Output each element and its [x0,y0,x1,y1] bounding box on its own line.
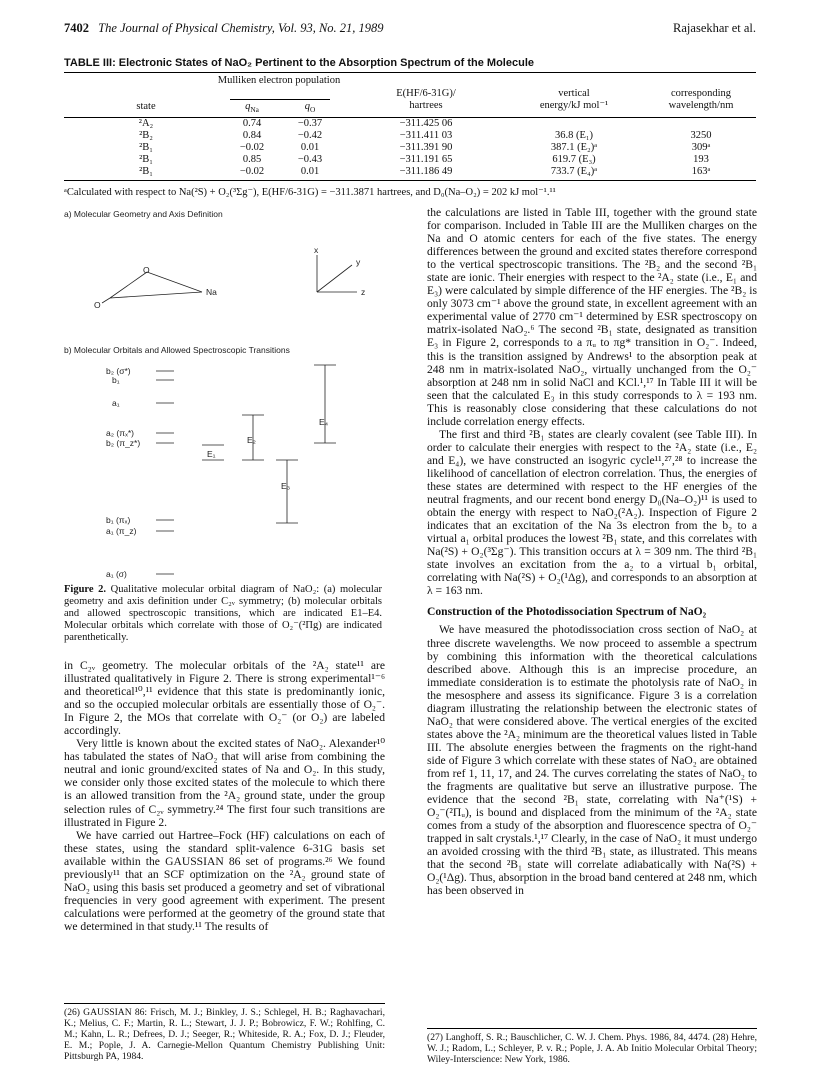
table-cell: −0.42 [297,130,323,141]
paragraph: the calculations are listed in Table III, together with the ground state for comparison. Included in Table III are the Mulliken charges on the Na and O atomic centers for each of the five states. The energy differences between the ground and excited states therefore correspond to the vertical spectroscopic transitions. The ²B₂ and the second ²B₁ state are ionic. Their energies with respect to the ²A₂ state (i.e., E₁ and E₃) were calculated by simple difference of the HF energies. The ²B₂ is only 3073 cm⁻¹ above the ground state, in excellent agreement with an experimental value of 2770 cm⁻¹ determined by ESR spectroscopy on matrix-isolated NaO₂.⁶ The second ²B₁ state, designated as transition E₃ in Figure 2, corresponds to a πᵤ to πg* transition in O₂⁻. Indeed, this is the transition assigned by Andrews¹ to the absorption peak at 248 nm in matrix-isolated NaO₂, virtually unchanged from the O₂⁻ absorption at 248 nm in solid NaCl and KCl.¹,¹⁷ In Table III it will be seen that the calculated E₃ in this study corresponds to λ = 193 nm. This is reasonably close considering that these calculations do not include correlation energy effects. [427,206,757,428]
orbital-label: b₂ (σ*) [106,366,131,376]
col-qo: $q_O$ [304,101,316,115]
table-top-rule [64,72,756,73]
axis-x: x [314,245,319,255]
table-footnote: ᵃCalculated with respect to Na(²S) + O₂(³Σg⁻), E(HF/6-31G) = −311.3871 hartrees, and D₀(Na–O₂) = 202 kJ mol⁻¹.¹¹ [64,187,556,198]
running-header [64,21,384,36]
orbital-label: a₁ (σ) [106,569,127,579]
atom-na: Na [206,287,217,297]
table-cell: 0.85 [242,154,262,165]
table-cell: −0.37 [297,118,323,129]
table-cell: 733.7 (E₄)ᵃ [550,166,598,177]
table-row [64,154,756,166]
col-vertical: vertical energy/kJ mol⁻¹ [539,88,609,111]
paragraph: Very little is known about the excited states of NaO₂. Alexander¹⁰ has tabulated the states of NaO₂ that will arise from combining the neutral and ionic ground/excited states of Na and O₂. In this study, we consider only those excited states of the molecule to which there is an allowed transition from the ²A₂ ground state, under the group selection rules of C₂ᵥ symmetry.²⁴ The first four such transitions are illustrated in Figure 2. [64,737,385,829]
col-state: state [136,101,156,112]
caption-text: Qualitative molecular orbital diagram of NaO₂: (a) molecular geometry and axis definition under C₂ᵥ symmetry; (b) molecular orbitals and allowed spectroscopic transitions, which are indicated E1–E4. Molecular orbitals which correlate with those of O₂⁻(²Πg) are indicated parenthetically. [64,584,382,643]
table-cell: 163ᵃ [691,166,711,177]
table-cell: ²B₁ [139,154,153,165]
transition-label: E₁ [207,449,216,459]
atom-o-top: O [143,265,150,275]
page-number: 7402 [64,21,89,35]
orbital-label: a₁ [112,398,120,408]
table-cell: −311.186 49 [399,166,453,177]
transition-label: E₂ [247,435,256,445]
reference-26: (26) GAUSSIAN 86: Frisch, M. J.; Binkley, J. S.; Schlegel, H. B.; Raghavachari, K.; Melius, C. F.; Martin, R. L.; Stewart, J. J. P.; Bobrowicz, F. W.; Rohlfing, C. M.; Kahn, L. R.; Defrees, D. J.; Seeger, R.; Whiteside, R. A.; Fox, D. J.; Fleuder, E. M.; Pople, J. A. Carnegie-Mellon Quantum Chemistry Publishing Unit: Pittsburgh PA, 1984. [64,1007,385,1062]
journal-name: The Journal of Physical Chemistry, Vol. 93, No. 21, 1989 [98,21,384,35]
table-header [64,75,756,115]
col-wavelength: corresponding wavelength/nm [668,88,734,111]
table-cell: 387.1 (E₂)ᵃ [550,142,598,153]
right-column [427,206,757,897]
table-cell: −311.411 03 [399,130,453,141]
left-column [64,659,385,933]
footnote-rule-left [64,1003,385,1004]
table-cell: −0.02 [239,166,265,177]
orbital-label: b₁ [112,375,120,385]
table-cell: 0.84 [242,130,262,141]
panel-a-title: a) Molecular Geometry and Axis Definition [64,209,223,219]
table-cell: ²B₂ [139,130,153,141]
figure-2 [64,205,394,580]
table-cell: −311.425 06 [399,118,453,129]
mulliken-rule [230,99,330,100]
footnote-rule-right [427,1028,757,1029]
col-qna: $q_{Na}$ [245,101,259,115]
orbital-label: b₂ (π_z*) [106,438,141,448]
axis-y: y [356,257,361,267]
table-title: TABLE III: Electronic States of NaO₂ Pertinent to the Absorption Spectrum of the Molecule [64,57,534,69]
table-bottom-rule [64,180,756,181]
transition-label: E₃ [281,481,291,491]
col-energy: E(HF/6-31G)/ hartrees [396,88,456,111]
orbital-label: b₁ (πₓ) [106,515,131,525]
table-cell: 193 [693,154,709,165]
table-row [64,166,756,178]
table-cell: −0.43 [297,154,323,165]
table-row [64,118,756,130]
paragraph: We have measured the photodissociation cross section of NaO₂ at three discrete wavelengths. We now proceed to assemble a spectrum by combining this information with the theoretical calculations described above. Although this is an imprecise procedure, an immediate consideration is to estimate the photolysis rate of NaO₂ in the mesosphere and assess its significance. Figure 3 is a correlation diagram illustrating the relationship between the electronic states of NaO₂ that were considered above. The vertical energies of the excited states above the ²A₂ minimum are the theoretical values listed in Table III. The absolute energies between the fragments on the right-hand side of Figure 3 which correlate with these states of NaO₂ are obtained from ref 1, 11, 17, and 24. The curves correlating the states of NaO₂ to the fragments are qualitative but serve an illustrative purpose. The evidence that the second ²B₁ state, correlating with Na⁺(¹S) + O₂⁻(²Πᵤ), is bound and displaced from the minimum of the ²A₂ state comes from a study of the absorption and fluorescence spectra of O₂⁻ trapped in salt crystals.¹,¹⁷ Clearly, in the case of NaO₂ it must undergo an avoided crossing with the third ²B₁ state, as illustrated. This means that the second ²B₁ state will correlate adiabatically with Na(²S) + O₂(¹Δg). Thus, absorption in the broad band centered at 248 nm, which has been observed in [427,623,757,898]
table-cell: −0.02 [239,142,265,153]
orbital-label: a₁ (π_z) [106,526,137,536]
figure-caption [64,584,382,644]
paragraph: We have carried out Hartree–Fock (HF) calculations on each of these states, using the standard split-valence 6-31G basis set available within the GAUSSIAN 86 set of programs.²⁶ We found previously¹¹ that an SCF optimization on the ²A₂ ground state of NaO₂ using this basis set produced a geometry and set of vibrational frequencies in very good agreement with experiment. The present calculations were performed at the geometry of the ground state that we determined in that study.¹¹ The results of [64,828,385,933]
table-cell: 309ᵃ [691,142,711,153]
table-cell: ²A₂ [138,118,154,129]
table-cell: 0.74 [242,118,262,129]
table-cell: 0.01 [300,166,320,177]
table-cell: ²B₁ [139,142,153,153]
table-row [64,130,756,142]
table-cell: −311.191 65 [399,154,453,165]
references-27-28: (27) Langhoff, S. R.; Bauschlicher, C. W. J. Chem. Phys. 1986, 84, 4474. (28) Hehre, W. J.; Radom, L.; Schleyer, P. v. R.; Pople, J. A. Ab Initio Molecular Orbital Theory; Wiley-Interscience: New York, 1986. [427,1032,757,1065]
atom-o-bottom: O [94,300,101,310]
table-cell: 3250 [690,130,712,141]
table-row [64,142,756,154]
orbital-label: a₂ (πₓ*) [106,428,135,438]
caption-label: Figure 2. [64,584,107,595]
axis-z: z [361,287,366,297]
transition-label: E₄ [319,417,329,427]
table-cell: 36.8 (E₁) [554,130,594,141]
paragraph: The first and third ²B₁ states are clearly covalent (see Table III). In order to calculate their energies with respect to the ²A₂ state (i.e., E₂ and E₄), we have constructed an isogyric cycle¹¹,²⁷,²⁸ to increase the likelihood of cancellation of electron correlation. Thus, the energies of these states are determined with respect to the HF energies of the neutral fragments, and our recent bond energy D₀(Na–O₂)¹¹ is used to obtain the energy with respect to NaO₂(²A₂). Inspection of Figure 2 indicates that an excitation of the Na 3s electron from the b₂ to a virtual a₁ orbital produces the lowest ²B₁ state, and this correlates with Na(²S) + O₂(³Σg⁻). This transition occurs at λ = 309 nm. The third ²B₁ state involves an excitation from the a₂ to a virtual b₁ orbital, correlating with Na(²S) + O₂(¹Δg), and corresponds to an absorption at λ = 163 nm. [427,427,757,598]
panel-b-title: b) Molecular Orbitals and Allowed Spectroscopic Transitions [64,345,290,355]
table-cell: −311.391 90 [399,142,453,153]
paragraph: in C₂ᵥ geometry. The molecular orbitals of the ²A₂ state¹¹ are illustrated qualitatively in Figure 2. There is strong experimental¹⁻⁶ and theoretical¹⁰,¹¹ evidence that this state is predominantly ionic, and so the occupied molecular orbitals are essentially those of O₂⁻. In Figure 2, the MOs that correlate with O₂⁻ (or O₂) are labeled accordingly. [64,659,385,738]
table-cell: ²B₁ [139,166,153,177]
table-cell: 0.01 [300,142,320,153]
author-header: Rajasekhar et al. [673,21,756,35]
section-heading: Construction of the Photodissociation Spectrum of NaO₂ [427,605,707,619]
table-body [64,118,756,178]
mulliken-header: Mulliken electron population [217,75,341,86]
table-cell: 619.7 (E₃) [552,154,596,165]
